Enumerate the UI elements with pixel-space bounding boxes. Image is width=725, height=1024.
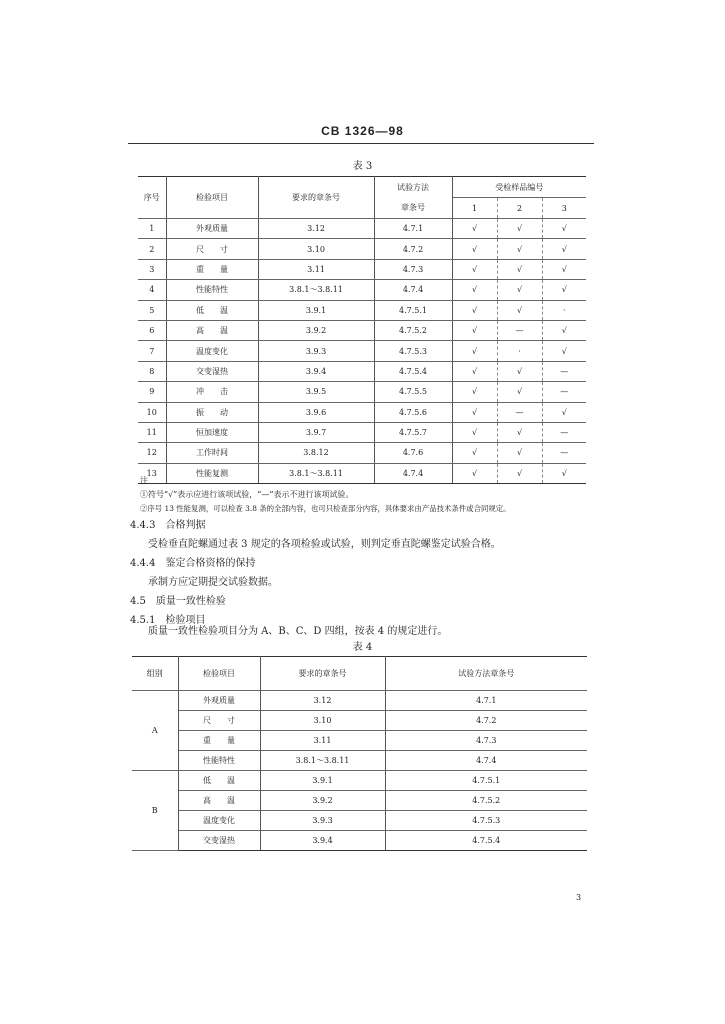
row-method: 4.7.1 (374, 219, 452, 239)
table-row (138, 320, 586, 340)
row-no: 7 (138, 341, 166, 361)
table-row (138, 422, 586, 442)
table3-note-2: ②序号 13 性能复测，可以检查 3.8 条的全部内容，也可只检查部分内容，具体要求由产品技术条件或合同规定。 (140, 504, 511, 513)
row-sample-1: √ (452, 219, 497, 239)
row-req: 3.9.2 (260, 791, 385, 811)
row-item: 性能特性 (178, 751, 260, 771)
row-no: 1 (138, 219, 166, 239)
row-method: 4.7.3 (374, 259, 452, 279)
row-item: 重 量 (166, 259, 258, 279)
row-sample-1: √ (452, 300, 497, 320)
row-item: 外观质量 (166, 219, 258, 239)
row-method: 4.7.4 (385, 751, 587, 771)
row-sample-3: — (542, 382, 586, 402)
row-sample-3: √ (542, 341, 586, 361)
row-item: 低 温 (178, 771, 260, 791)
group-label-b: B (132, 771, 178, 851)
row-method: 4.7.1 (385, 691, 587, 711)
row-req: 3.9.4 (260, 831, 385, 851)
row-sample-3: √ (542, 320, 586, 340)
row-method: 4.7.5.1 (385, 771, 587, 791)
row-item: 外观质量 (178, 691, 260, 711)
row-sample-1: √ (452, 382, 497, 402)
row-req: 3.11 (260, 731, 385, 751)
row-sample-2: √ (497, 280, 542, 300)
table-row (138, 239, 586, 259)
row-no: 4 (138, 280, 166, 300)
row-sample-1: √ (452, 422, 497, 442)
table-row (138, 382, 586, 402)
table3-caption: 表 3 (352, 161, 373, 172)
row-req: 3.8.1～3.8.11 (258, 280, 374, 300)
row-sample-3: √ (542, 280, 586, 300)
table-row (132, 771, 587, 791)
row-method: 4.7.5.4 (385, 831, 587, 851)
table-row (132, 711, 587, 731)
row-no: 8 (138, 361, 166, 381)
table3-header-req: 要求的章条号 (258, 177, 374, 219)
row-req: 3.9.3 (258, 341, 374, 361)
row-req: 3.9.1 (260, 771, 385, 791)
row-req: 3.8.1～3.8.11 (258, 463, 374, 483)
row-item: 低 温 (166, 300, 258, 320)
row-item: 尺 寸 (166, 239, 258, 259)
row-sample-2: — (497, 402, 542, 422)
row-req: 3.8.12 (258, 443, 374, 463)
row-item: 冲 击 (166, 382, 258, 402)
row-sample-3: √ (542, 402, 586, 422)
section-4-4-4-body: 承制方应定期提交试验数据。 (148, 577, 278, 588)
row-item: 高 温 (166, 320, 258, 340)
table3-header-no: 序号 (138, 177, 166, 219)
row-req: 3.9.1 (258, 300, 374, 320)
table-row (138, 259, 586, 279)
table-row (138, 300, 586, 320)
table3-header-method-line1: 试验方法 (374, 177, 452, 198)
row-item: 温度变化 (178, 811, 260, 831)
table-row (132, 731, 587, 751)
row-req: 3.10 (258, 239, 374, 259)
row-no: 6 (138, 320, 166, 340)
table4-header-req: 要求的章条号 (260, 657, 385, 691)
row-method: 4.7.5.6 (374, 402, 452, 422)
row-no: 5 (138, 300, 166, 320)
table3-header-item: 检验项目 (166, 177, 258, 219)
row-sample-3: √ (542, 239, 586, 259)
table3 (138, 176, 586, 484)
row-item: 温度变化 (166, 341, 258, 361)
row-item: 工作时间 (166, 443, 258, 463)
table3-header-sample-2: 2 (497, 198, 542, 219)
row-sample-1: √ (452, 463, 497, 483)
row-method: 4.7.4 (374, 463, 452, 483)
page-header-code: CB 1326—98 (321, 124, 404, 138)
row-method: 4.7.5.3 (374, 341, 452, 361)
row-no: 11 (138, 422, 166, 442)
section-4-4-3-body: 受检垂直陀螺通过表 3 规定的各项检验或试验，则判定垂直陀螺鉴定试验合格。 (148, 539, 501, 550)
row-method: 4.7.5.5 (374, 382, 452, 402)
table-row (132, 791, 587, 811)
row-method: 4.7.2 (374, 239, 452, 259)
row-sample-3: — (542, 422, 586, 442)
table4 (132, 656, 587, 851)
row-sample-1: √ (452, 239, 497, 259)
row-req: 3.12 (258, 219, 374, 239)
table4-header-method: 试验方法章条号 (385, 657, 587, 691)
row-sample-3: — (542, 361, 586, 381)
table-row (132, 811, 587, 831)
row-sample-1: √ (452, 402, 497, 422)
table-row (138, 219, 586, 239)
row-item: 性能复测 (166, 463, 258, 483)
row-req: 3.9.5 (258, 382, 374, 402)
row-req: 3.9.6 (258, 402, 374, 422)
table4-header-group: 组别 (132, 657, 178, 691)
section-4-4-3-title: 4.4.3 合格判据 (130, 520, 206, 531)
row-sample-1: √ (452, 443, 497, 463)
row-method: 4.7.6 (374, 443, 452, 463)
row-item: 交变湿热 (178, 831, 260, 851)
table-row (138, 280, 586, 300)
row-sample-3: √ (542, 463, 586, 483)
row-sample-1: √ (452, 320, 497, 340)
row-req: 3.9.2 (258, 320, 374, 340)
table-row (138, 361, 586, 381)
row-no: 2 (138, 239, 166, 259)
row-sample-2: √ (497, 422, 542, 442)
section-4-5-1-title: 4.5.1 检验项目 (130, 615, 206, 626)
row-sample-2: √ (497, 443, 542, 463)
table-row (138, 402, 586, 422)
row-req: 3.9.3 (260, 811, 385, 831)
section-4-5-1-body: 质量一致性检验项目分为 A、B、C、D 四组，按表 4 的规定进行。 (148, 626, 448, 637)
row-sample-2: √ (497, 300, 542, 320)
table-row (138, 341, 586, 361)
row-no: 12 (138, 443, 166, 463)
row-sample-2: √ (497, 382, 542, 402)
table-row (138, 463, 586, 483)
row-sample-2: √ (497, 361, 542, 381)
row-req: 3.11 (258, 259, 374, 279)
row-item: 尺 寸 (178, 711, 260, 731)
page-number: 3 (576, 893, 582, 902)
row-item: 恒加速度 (166, 422, 258, 442)
row-sample-2: — (497, 320, 542, 340)
table3-header-sample-3: 3 (542, 198, 586, 219)
row-method: 4.7.5.3 (385, 811, 587, 831)
row-method: 4.7.3 (385, 731, 587, 751)
row-req: 3.9.7 (258, 422, 374, 442)
row-method: 4.7.5.7 (374, 422, 452, 442)
section-4-4-4-title: 4.4.4 鉴定合格资格的保持 (130, 558, 256, 569)
table3-note-1: ①符号“√”表示应进行该项试验，“—”表示不进行该项试验。 (140, 490, 354, 499)
table3-header-samples: 受检样品编号 (452, 177, 586, 198)
row-sample-1: √ (452, 341, 497, 361)
table4-header-item: 检验项目 (178, 657, 260, 691)
table-row (132, 751, 587, 771)
row-sample-2: √ (497, 463, 542, 483)
row-sample-2: √ (497, 219, 542, 239)
row-method: 4.7.5.4 (374, 361, 452, 381)
table-row (132, 691, 587, 711)
table3-note-label: 注 (140, 476, 148, 485)
row-no: 10 (138, 402, 166, 422)
row-sample-3: √ (542, 259, 586, 279)
row-sample-2: · (497, 341, 542, 361)
row-method: 4.7.2 (385, 711, 587, 731)
header-rule (128, 143, 594, 144)
table-row (132, 831, 587, 851)
row-sample-1: √ (452, 259, 497, 279)
row-method: 4.7.5.2 (385, 791, 587, 811)
row-sample-1: √ (452, 361, 497, 381)
row-method: 4.7.5.1 (374, 300, 452, 320)
group-label-a: A (132, 691, 178, 771)
table3-header-method-line2: 章条号 (374, 198, 452, 219)
row-sample-1: √ (452, 280, 497, 300)
row-req: 3.9.4 (258, 361, 374, 381)
row-item: 交变湿热 (166, 361, 258, 381)
row-method: 4.7.5.2 (374, 320, 452, 340)
row-item: 高 温 (178, 791, 260, 811)
table4-caption: 表 4 (352, 642, 373, 653)
row-req: 3.8.1～3.8.11 (260, 751, 385, 771)
row-no: 13 (138, 463, 166, 483)
row-method: 4.7.4 (374, 280, 452, 300)
row-item: 重 量 (178, 731, 260, 751)
row-sample-2: √ (497, 259, 542, 279)
row-req: 3.10 (260, 711, 385, 731)
row-req: 3.12 (260, 691, 385, 711)
table-row (138, 443, 586, 463)
row-item: 振 动 (166, 402, 258, 422)
row-no: 3 (138, 259, 166, 279)
row-item: 性能特性 (166, 280, 258, 300)
row-sample-3: √ (542, 219, 586, 239)
row-sample-2: √ (497, 239, 542, 259)
row-no: 9 (138, 382, 166, 402)
table3-header-sample-1: 1 (452, 198, 497, 219)
row-sample-3: · (542, 300, 586, 320)
section-4-5-title: 4.5 质量一致性检验 (130, 596, 226, 607)
row-sample-3: — (542, 443, 586, 463)
